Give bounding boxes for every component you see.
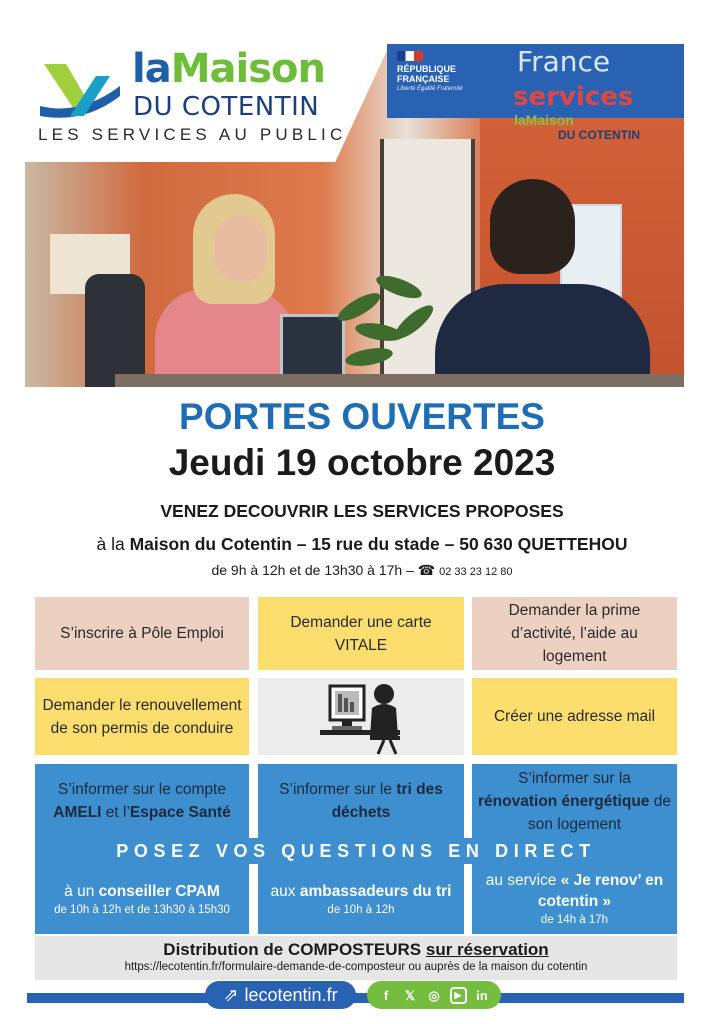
logo-tagline: LES SERVICES AU PUBLIC xyxy=(38,125,347,144)
logo-title: laMaison xyxy=(132,46,325,92)
france-services-badge: France services xyxy=(491,44,684,118)
link-icon: ⇗ xyxy=(223,984,239,1005)
phone-number: 02 33 23 12 80 xyxy=(439,566,513,578)
website-label: lecotentin.fr xyxy=(244,984,338,1005)
tile-je-renov: au service « Je renov’ en cotentin » de 14h à 17h xyxy=(472,864,677,934)
event-date: Jeudi 19 octobre 2023 xyxy=(168,442,556,483)
composteur-distribution xyxy=(35,936,677,980)
tile-adresse-mail: Créer une adresse mail xyxy=(472,678,677,755)
tile-tri-dechets: S’informer sur le tri des déchets xyxy=(258,764,464,838)
wall-logo: laMaison xyxy=(514,112,574,128)
french-flag-icon xyxy=(397,51,423,61)
twitter-icon[interactable]: 𝕏 xyxy=(404,987,416,1003)
distribution-title: Distribution de COMPOSTEURS sur réservation xyxy=(163,940,549,959)
tile-permis: Demander le renouvellement de son permis de conduire xyxy=(35,678,249,755)
person-at-computer-icon xyxy=(258,678,464,755)
wall-logo-subtitle: DU COTENTIN xyxy=(558,128,640,142)
event-address: à la Maison du Cotentin – 15 rue du stade – 50 630 QUETTEHOU xyxy=(96,534,628,554)
maison-logo-icon xyxy=(40,58,122,120)
tile-renovation: S’informer sur la rénovation énergétique de son logement xyxy=(472,764,677,838)
photo-chair xyxy=(85,274,145,387)
composteur-url[interactable]: https://lecotentin.fr/formulaire-demande-de-composteur ou auprès de la maison du cotentin xyxy=(124,961,588,973)
photo-desk xyxy=(115,374,684,387)
instagram-icon[interactable]: ◎ xyxy=(428,987,440,1003)
facebook-icon[interactable]: f xyxy=(383,987,389,1003)
social-links xyxy=(367,981,501,1009)
republique-francaise-badge: RÉPUBLIQUE FRANÇAISE Liberté Égalité Fraternité xyxy=(387,44,491,118)
direct-questions-banner: POSEZ VOS QUESTIONS EN DIRECT xyxy=(35,838,677,864)
event-subtitle: VENEZ DECOUVRIR LES SERVICES PROPOSES xyxy=(160,501,564,521)
tile-carte-vitale: Demander une carte VITALE xyxy=(258,597,464,670)
website-link[interactable] xyxy=(205,981,356,1009)
tile-computer-illustration xyxy=(258,678,464,755)
youtube-icon[interactable]: ▶ xyxy=(450,987,467,1004)
tile-ambassadeurs-tri: aux ambassadeurs du tri de 10h à 12h xyxy=(258,864,464,934)
tile-conseiller-cpam: à un conseiller CPAM de 10h à 12h et de 13h30 à 15h30 xyxy=(35,864,249,934)
event-hours: de 9h à 12h et de 13h30 à 17h – ☎ 02 33 23 12 80 xyxy=(211,562,513,578)
tile-ameli: S’informer sur le compte AMELI et l’Espace Santé xyxy=(35,764,249,838)
phone-icon: ☎ xyxy=(417,562,436,578)
logo-subtitle: DU COTENTIN xyxy=(133,92,320,122)
photo-agent xyxy=(435,179,650,387)
photo-plant xyxy=(325,259,445,379)
tile-pole-emploi: S’inscrire à Pôle Emploi xyxy=(35,597,249,670)
linkedin-icon[interactable]: in xyxy=(476,987,488,1003)
tile-prime-activite: Demander la prime d’activité, l’aide au logement xyxy=(472,597,677,670)
event-title: PORTES OUVERTES xyxy=(179,396,545,437)
